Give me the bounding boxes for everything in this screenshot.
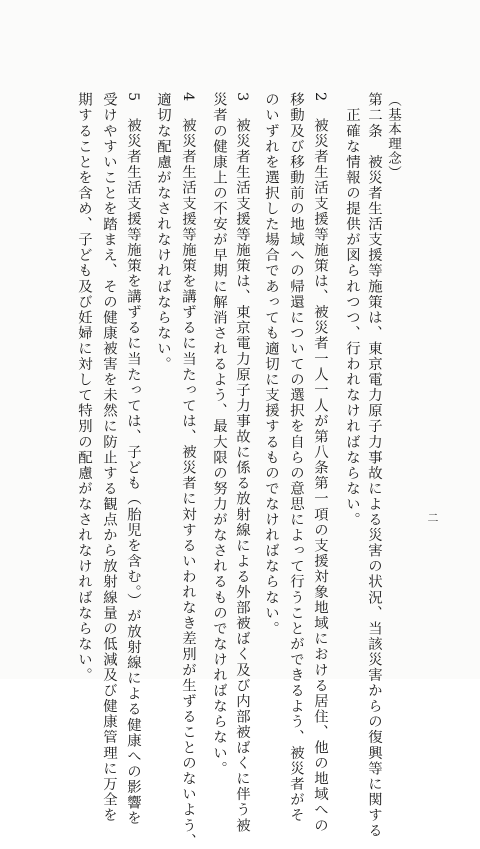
text-line-3: 2 被災者生活支援等施策は、被災者一人一人が第八条第一項の支援対象地域における居住、他の地域への <box>312 92 328 834</box>
text-line-11: 受けやすいことを踏まえ、その健康被害を未然に防止する観点から放射線量の低減及び健康管理に万全を <box>101 92 117 823</box>
text-line-2: 正確な情報の提供が図られつつ、行われなければならない。 <box>344 92 360 528</box>
text-line-1: 第二条 被災者生活支援等施策は、東京電力原子力事故による災害の状況、当該災害からの復興等に関する <box>366 92 382 839</box>
text-line-12: 期することを含め、子ども及び妊婦に対して特別の配慮がなされなければならない。 <box>76 92 92 683</box>
article-heading: （基本理念） <box>385 93 401 180</box>
page-number: 二 <box>426 512 439 523</box>
text-line-8: 4 被災者生活支援等施策を講ずるに当たっては、被災者に対するいわれなき差別が生ずることのないよう、 <box>180 92 196 849</box>
text-line-9: 適切な配慮がなされなければならない。 <box>155 92 171 372</box>
text-line-4: 移動及び移動前の地域への帰還についての選択を自らの意思によって行うことができるよう、被災者がそ <box>288 92 304 823</box>
text-line-7: 災者の健康上の不安が早期に解消されるよう、最大限の努力がなされるものでなければならない。 <box>211 92 227 777</box>
text-line-10: 5 被災者生活支援等施策を講ずるに当たっては、子ども（胎児を含む。）が放射線による健康への影響を <box>125 92 141 826</box>
text-line-5: のいずれを選択した場合であっても適切に支援するものでなければならない。 <box>263 92 279 637</box>
text-line-6: 3 被災者生活支援等施策は、東京電力原子力事故に係る放射線による外部被ばく及び内部被ばくに伴う被 <box>234 92 250 834</box>
